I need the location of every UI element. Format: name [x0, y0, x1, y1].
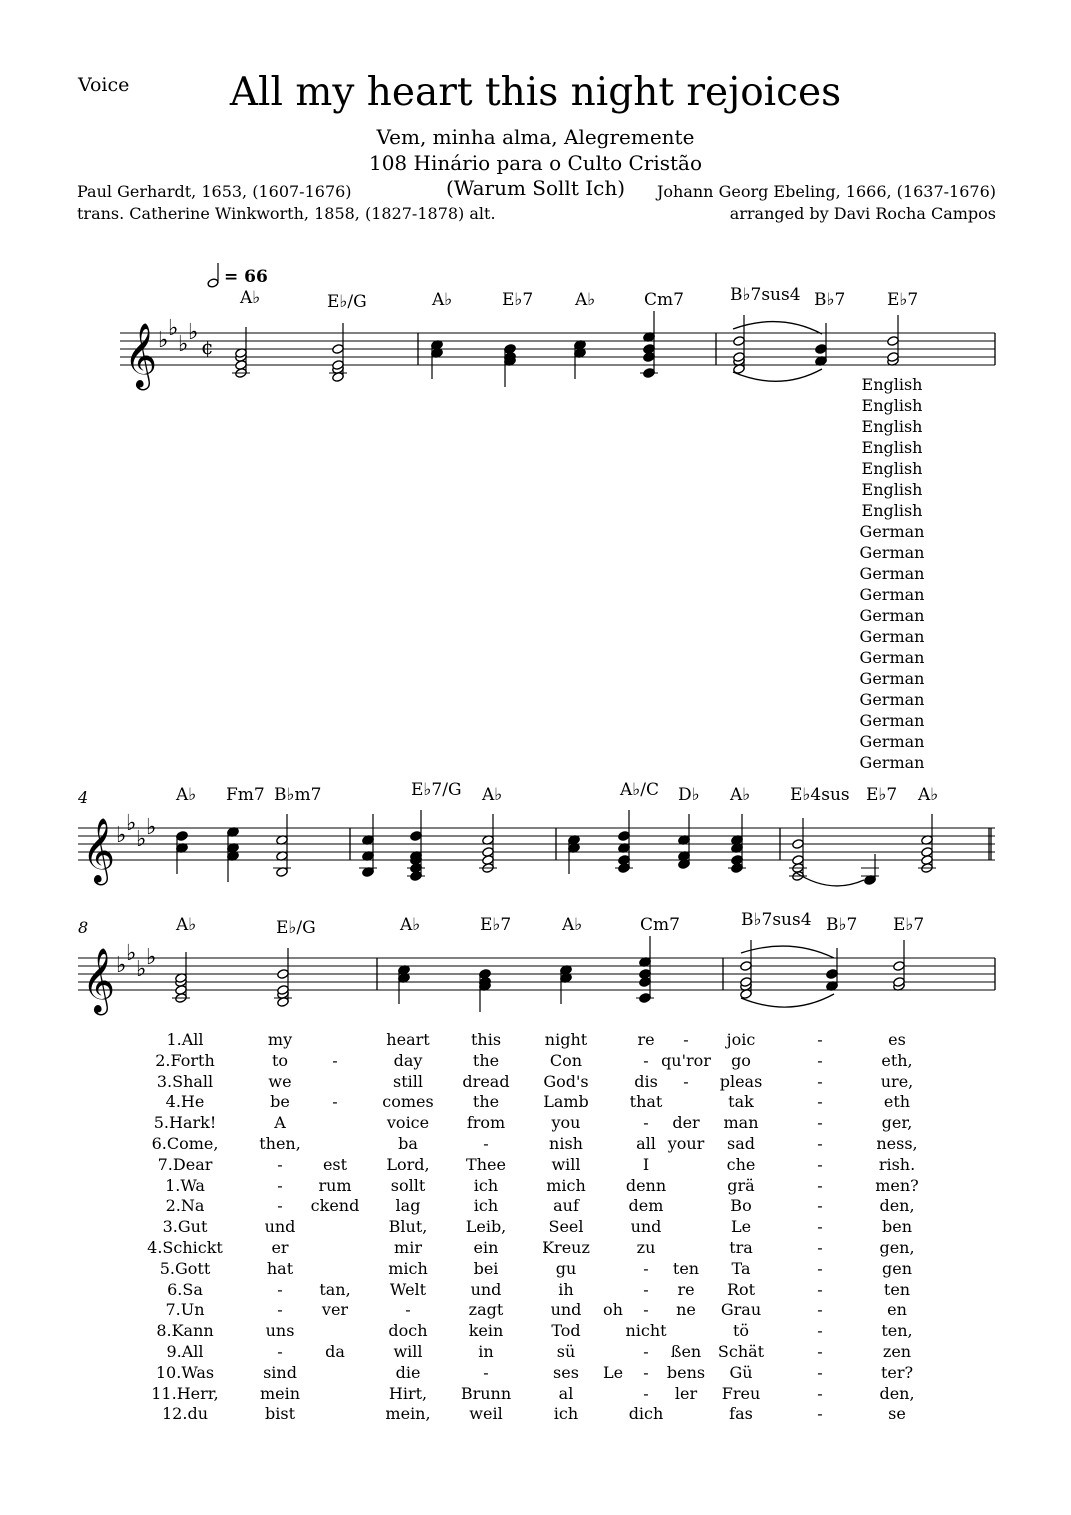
lyric-syllable: da — [325, 1342, 345, 1361]
chord-symbol: E♭7 — [480, 915, 512, 935]
slur — [795, 872, 864, 886]
flat-icon: ♭ — [168, 316, 179, 341]
lyric-syllable: Blut, — [388, 1217, 428, 1237]
lyric-syllable: 3.Shall — [156, 1071, 214, 1091]
poet-credit: Paul Gerhardt, 1653, (1607-1676) — [77, 182, 352, 201]
lyric-syllable: bens — [666, 1362, 706, 1382]
treble-clef-icon: 𝄞 — [124, 323, 158, 388]
lyric-syllable: gu — [555, 1258, 577, 1278]
half-note — [277, 969, 290, 980]
lyric-syllable: A — [274, 1113, 286, 1133]
lyric-syllable: nish — [549, 1134, 583, 1153]
lyric-syllable: eth, — [881, 1050, 913, 1070]
chord-symbol: A♭ — [432, 290, 453, 310]
lyric-syllable: den, — [879, 1196, 915, 1216]
language-label: German — [859, 522, 925, 541]
tempo-marking: = 66 — [224, 267, 268, 287]
slur — [741, 994, 834, 1007]
chord-symbol: E♭/G — [327, 292, 367, 312]
lyric-syllable: that — [629, 1092, 663, 1112]
half-note — [921, 847, 934, 858]
lyric-syllable: ger, — [881, 1113, 913, 1133]
lyric-syllable: lag — [395, 1196, 421, 1216]
lyric-syllable: ba — [398, 1134, 418, 1153]
cut-time-icon: ¢ — [201, 335, 214, 359]
lyric-syllable: zen — [882, 1342, 912, 1361]
flat-icon: ♭ — [116, 823, 127, 848]
lyric-syllable: 9.All — [166, 1342, 204, 1361]
lyric-syllable: mein — [259, 1383, 301, 1403]
language-label: English — [861, 480, 923, 499]
flat-icon: ♭ — [158, 328, 169, 353]
lyric-syllable: day — [393, 1050, 423, 1070]
lyric-syllable: zu — [636, 1238, 656, 1257]
half-note — [482, 847, 495, 858]
chord-symbol: A♭ — [730, 785, 751, 805]
flat-icon: ♭ — [136, 827, 147, 852]
lyric-syllable: 2.Forth — [155, 1050, 215, 1070]
lyric-syllable: oh — [603, 1300, 623, 1320]
lyric-syllable: und — [264, 1217, 296, 1237]
chord-symbol: E♭7/G — [411, 780, 462, 800]
quarter-note — [176, 831, 189, 842]
lyric-hyphen: - — [817, 1154, 823, 1174]
lyric-syllable: se — [888, 1404, 906, 1424]
lyric-syllable: joic — [726, 1030, 756, 1049]
chord-symbol: E♭7 — [502, 290, 534, 310]
lyric-syllable: denn — [625, 1175, 667, 1195]
lyric-syllable: ler — [674, 1383, 698, 1403]
lyric-syllable: 8.Kann — [156, 1321, 214, 1341]
lyric-hyphen: - — [817, 1300, 823, 1320]
translator-credit: trans. Catherine Winkworth, 1858, (1827-1878) alt. — [77, 204, 496, 223]
lyric-syllable: tak — [728, 1092, 754, 1112]
quarter-note — [826, 969, 839, 980]
lyric-syllable: all — [636, 1134, 656, 1153]
lyric-syllable: und — [630, 1217, 662, 1237]
chord-symbol: A♭ — [176, 915, 197, 935]
lyric-syllable: Kreuz — [542, 1238, 590, 1257]
language-label: German — [859, 585, 925, 604]
lyric-syllable: 4.He — [165, 1092, 205, 1112]
lyric-syllable: und — [470, 1279, 502, 1299]
subtitle-tune: (Warum Sollt Ich) — [445, 176, 626, 200]
lyric-syllable: then, — [259, 1134, 301, 1153]
language-label: English — [861, 375, 923, 394]
half-note — [733, 336, 746, 347]
lyric-syllable: mich — [388, 1258, 428, 1278]
lyric-hyphen: - — [817, 1050, 823, 1070]
lyric-hyphen: - — [683, 1071, 689, 1091]
lyric-syllable: from — [466, 1113, 506, 1133]
lyric-syllable: be — [270, 1092, 290, 1112]
lyric-syllable: 5.Gott — [159, 1258, 211, 1278]
chord-symbol: Fm7 — [226, 785, 265, 805]
chord-symbol: A♭ — [176, 785, 197, 805]
half-note — [792, 855, 805, 866]
lyric-syllable: Thee — [466, 1154, 506, 1174]
lyric-syllable: 5.Hark! — [153, 1113, 217, 1133]
lyric-syllable: sollt — [390, 1175, 426, 1195]
lyric-syllable: mich — [546, 1175, 586, 1195]
lyric-syllable: ein — [473, 1238, 499, 1257]
quarter-note — [479, 969, 492, 980]
lyric-hyphen: - — [817, 1404, 823, 1424]
lyric-hyphen: - — [277, 1300, 283, 1320]
lyric-syllable: 2.Na — [165, 1196, 205, 1216]
lyric-syllable: Tod — [551, 1321, 581, 1341]
language-label: English — [861, 501, 923, 520]
lyric-syllable: 3.Gut — [162, 1217, 208, 1237]
language-label: English — [861, 459, 923, 478]
lyric-syllable: to — [271, 1050, 289, 1070]
lyric-syllable: gen, — [879, 1238, 915, 1257]
lyric-syllable: sü — [556, 1342, 576, 1361]
lyric-syllable: the — [472, 1050, 500, 1070]
lyric-syllable: uns — [265, 1321, 295, 1341]
lyric-syllable: tan, — [319, 1279, 351, 1299]
chord-symbol: E♭7 — [866, 785, 898, 805]
lyric-syllable: the — [472, 1092, 500, 1112]
lyric-syllable: ben — [881, 1217, 913, 1237]
language-label: German — [859, 564, 925, 583]
lyric-hyphen: - — [643, 1113, 649, 1133]
lyric-syllable: auf — [553, 1196, 579, 1216]
flat-icon: ♭ — [178, 332, 189, 357]
chord-symbol: B♭7sus4 — [741, 910, 812, 930]
lyric-syllable: gen — [881, 1258, 913, 1278]
lyric-syllable: dread — [462, 1071, 510, 1091]
arranger-credit: arranged by Davi Rocha Campos — [729, 204, 996, 223]
treble-clef-icon: 𝄞 — [82, 818, 116, 883]
lyric-hyphen: - — [643, 1300, 649, 1320]
language-label: German — [859, 627, 925, 646]
lyric-syllable: ten — [672, 1258, 700, 1278]
lyric-syllable: hat — [266, 1258, 294, 1278]
chord-symbol: E♭7 — [887, 290, 919, 310]
language-label: English — [861, 396, 923, 415]
lyric-syllable: Ta — [731, 1258, 751, 1278]
lyric-syllable: voice — [386, 1113, 430, 1133]
lyric-syllable: ich — [473, 1175, 499, 1195]
measure-number: 4 — [78, 788, 89, 807]
lyric-syllable: 4.Schickt — [147, 1238, 223, 1257]
lyric-hyphen: - — [817, 1217, 823, 1237]
lyric-syllable: re — [677, 1279, 695, 1299]
subtitle-hymnal: 108 Hinário para o Culto Cristão — [368, 151, 703, 175]
quarter-note — [618, 855, 631, 866]
lyric-syllable: eth — [883, 1092, 911, 1112]
lyric-syllable: der — [672, 1113, 700, 1133]
half-note — [792, 839, 805, 850]
lyric-syllable: dem — [628, 1196, 664, 1216]
language-label: German — [859, 606, 925, 625]
half-note-icon — [207, 278, 219, 288]
language-label: German — [859, 732, 925, 751]
quarter-note — [618, 831, 631, 842]
lyric-syllable: ver — [321, 1300, 349, 1320]
chord-symbol: B♭7sus4 — [730, 285, 801, 305]
lyric-syllable: 11.Herr, — [151, 1383, 219, 1403]
lyric-hyphen: - — [277, 1154, 283, 1174]
lyric-syllable: nicht — [625, 1321, 667, 1341]
lyric-syllable: this — [470, 1030, 502, 1049]
lyric-syllable: est — [322, 1154, 348, 1174]
chord-symbol: B♭m7 — [274, 785, 322, 805]
chord-symbol: A♭ — [482, 785, 503, 805]
language-label: German — [859, 669, 925, 688]
lyric-hyphen: - — [817, 1383, 823, 1403]
quarter-note — [504, 344, 517, 355]
lyric-syllable: mir — [394, 1238, 422, 1257]
lyric-hyphen: - — [643, 1258, 649, 1278]
lyric-syllable: ich — [473, 1196, 499, 1216]
lyric-syllable: kein — [468, 1321, 504, 1341]
lyric-hyphen: - — [277, 1279, 283, 1299]
flat-icon: ♭ — [136, 957, 147, 982]
flat-icon: ♭ — [116, 953, 127, 978]
lyric-syllable: will — [551, 1154, 581, 1174]
lyric-syllable: 12.du — [162, 1404, 208, 1424]
lyric-syllable: pleas — [719, 1071, 763, 1091]
lyric-syllable: re — [637, 1030, 655, 1049]
lyric-syllable: your — [667, 1134, 705, 1153]
lyric-syllable: den, — [879, 1383, 915, 1403]
lyric-syllable: heart — [386, 1030, 430, 1049]
chord-symbol: A♭ — [400, 915, 421, 935]
lyric-hyphen: - — [683, 1030, 689, 1049]
language-label: German — [859, 648, 925, 667]
lyric-syllable: Lord, — [386, 1154, 430, 1174]
lyric-syllable: en — [887, 1300, 907, 1320]
lyric-syllable: Lamb — [543, 1092, 589, 1112]
flat-icon: ♭ — [188, 320, 199, 345]
lyric-hyphen: - — [643, 1050, 649, 1070]
language-label: English — [861, 417, 923, 436]
lyric-syllable: 6.Come, — [151, 1134, 219, 1153]
chord-symbol: Cm7 — [644, 290, 684, 310]
part-name: Voice — [78, 74, 130, 96]
lyric-syllable: Gü — [729, 1362, 753, 1382]
lyric-syllable: und — [550, 1300, 582, 1320]
lyric-syllable: grä — [727, 1175, 755, 1195]
lyric-syllable: I — [642, 1154, 650, 1174]
lyric-syllable: man — [723, 1113, 759, 1133]
lyric-syllable: ter? — [880, 1362, 914, 1382]
lyric-syllable: die — [395, 1362, 421, 1382]
slur — [741, 946, 834, 958]
lyric-hyphen: - — [817, 1238, 823, 1257]
half-note — [893, 961, 906, 972]
lyric-syllable: Leib, — [465, 1217, 507, 1237]
quarter-note — [639, 969, 652, 980]
lyric-syllable: tra — [729, 1238, 753, 1257]
lyric-syllable: go — [731, 1050, 751, 1070]
lyric-syllable: mein, — [385, 1404, 431, 1424]
lyric-syllable: 7.Un — [165, 1300, 205, 1320]
slur — [733, 322, 822, 334]
quarter-note — [643, 344, 656, 355]
lyric-syllable: bei — [473, 1258, 499, 1278]
lyric-syllable: ne — [676, 1300, 696, 1320]
lyric-syllable: in — [478, 1342, 494, 1361]
lyric-syllable: qu'ror — [661, 1050, 711, 1070]
half-note — [332, 344, 345, 355]
lyric-syllable: ten — [883, 1279, 911, 1299]
lyric-syllable: es — [888, 1030, 906, 1049]
lyric-syllable: Freu — [721, 1383, 761, 1403]
lyric-syllable: Seel — [548, 1217, 584, 1237]
lyric-hyphen: - — [817, 1134, 823, 1153]
lyric-hyphen: - — [817, 1342, 823, 1361]
lyric-hyphen: - — [817, 1258, 823, 1278]
lyric-syllable: ten, — [881, 1321, 913, 1341]
chord-symbol: B♭7 — [814, 290, 846, 310]
lyric-hyphen: - — [643, 1362, 649, 1382]
lyric-hyphen: - — [277, 1196, 283, 1216]
lyric-hyphen: - — [643, 1383, 649, 1403]
lyric-syllable: ses — [553, 1362, 579, 1382]
lyric-syllable: ich — [553, 1404, 579, 1424]
language-label: German — [859, 711, 925, 730]
lyric-syllable: Le — [602, 1362, 624, 1382]
lyric-syllable: Rot — [726, 1279, 756, 1299]
lyric-syllable: tö — [732, 1321, 750, 1341]
lyric-hyphen: - — [817, 1030, 823, 1049]
language-label: English — [861, 438, 923, 457]
lyric-syllable: Schät — [717, 1342, 765, 1361]
language-label: German — [859, 753, 925, 772]
lyric-hyphen: - — [405, 1300, 411, 1320]
flat-icon: ♭ — [126, 811, 137, 836]
lyric-syllable: God's — [543, 1071, 589, 1091]
lyric-syllable: 1.Wa — [165, 1175, 205, 1195]
lyric-syllable: will — [393, 1342, 423, 1361]
lyric-hyphen: - — [332, 1050, 338, 1070]
chord-symbol: A♭/C — [620, 780, 660, 800]
lyric-syllable: sind — [263, 1362, 297, 1382]
lyric-hyphen: - — [817, 1279, 823, 1299]
lyric-hyphen: - — [643, 1342, 649, 1361]
lyric-syllable: 6.Sa — [167, 1279, 203, 1299]
lyric-syllable: men? — [875, 1175, 919, 1195]
lyric-hyphen: - — [817, 1092, 823, 1112]
chord-symbol: A♭ — [240, 288, 261, 308]
language-label: German — [859, 690, 925, 709]
lyric-syllable: Grau — [720, 1300, 762, 1320]
lyric-syllable: zagt — [468, 1300, 504, 1320]
lyric-syllable: comes — [382, 1092, 434, 1112]
lyric-syllable: ih — [558, 1279, 574, 1299]
lyric-syllable: 7.Dear — [157, 1154, 213, 1174]
lyric-hyphen: - — [643, 1279, 649, 1299]
quarter-note — [410, 831, 423, 842]
lyric-syllable: 10.Was — [155, 1362, 215, 1382]
chord-symbol: E♭/G — [276, 918, 316, 938]
lyric-syllable: er — [271, 1238, 289, 1257]
lyric-syllable: al — [558, 1383, 574, 1403]
quarter-note — [815, 344, 828, 355]
lyric-syllable: bist — [265, 1404, 295, 1424]
language-label: German — [859, 543, 925, 562]
quarter-note — [731, 855, 744, 866]
lyric-syllable: you — [551, 1113, 581, 1133]
score-title: All my heart this night rejoices — [229, 70, 842, 115]
lyric-syllable: rum — [318, 1175, 352, 1195]
lyric-syllable: dis — [634, 1071, 658, 1091]
chord-symbol: Cm7 — [640, 915, 680, 935]
lyric-hyphen: - — [277, 1175, 283, 1195]
lyric-syllable: still — [393, 1071, 423, 1091]
lyric-syllable: weil — [469, 1404, 503, 1424]
lyric-hyphen: - — [817, 1321, 823, 1341]
lyric-syllable: Brunn — [460, 1383, 512, 1403]
lyric-syllable: ure, — [880, 1071, 914, 1091]
flat-icon: ♭ — [146, 945, 157, 970]
lyric-hyphen: - — [817, 1362, 823, 1382]
lyric-hyphen: - — [332, 1092, 338, 1112]
lyric-hyphen: - — [817, 1071, 823, 1091]
lyric-syllable: Bo — [730, 1196, 752, 1216]
lyric-syllable: Welt — [389, 1279, 427, 1299]
lyric-hyphen: - — [817, 1175, 823, 1195]
lyric-syllable: fas — [729, 1404, 753, 1424]
lyric-syllable: sad — [727, 1134, 755, 1153]
lyric-syllable: Hirt, — [388, 1383, 428, 1403]
lyric-syllable: rish. — [878, 1154, 916, 1174]
subtitle-portuguese: Vem, minha alma, Alegremente — [376, 125, 695, 149]
lyric-syllable: che — [726, 1154, 756, 1174]
lyric-hyphen: - — [817, 1196, 823, 1216]
flat-icon: ♭ — [146, 815, 157, 840]
lyric-syllable: 1.All — [166, 1030, 204, 1049]
chord-symbol: E♭4sus — [790, 785, 850, 805]
lyric-syllable: ßen — [670, 1342, 702, 1361]
treble-clef-icon: 𝄞 — [82, 948, 116, 1013]
chord-symbol: A♭ — [918, 785, 939, 805]
composer-credit: Johann Georg Ebeling, 1666, (1637-1676) — [656, 182, 996, 201]
lyric-syllable: night — [544, 1030, 588, 1049]
chord-symbol: E♭7 — [893, 915, 925, 935]
lyric-syllable: dich — [628, 1404, 664, 1424]
lyric-hyphen: - — [817, 1113, 823, 1133]
flat-icon: ♭ — [126, 941, 137, 966]
lyric-hyphen: - — [483, 1362, 489, 1382]
slur — [733, 369, 822, 381]
chord-symbol: B♭7 — [826, 915, 858, 935]
lyric-syllable: ckend — [310, 1196, 360, 1216]
chord-symbol: A♭ — [562, 915, 583, 935]
chord-symbol: A♭ — [575, 290, 596, 310]
lyric-syllable: Le — [730, 1217, 752, 1237]
lyric-hyphen: - — [277, 1342, 283, 1361]
chord-symbol: D♭ — [678, 785, 700, 805]
lyric-hyphen: - — [483, 1134, 489, 1153]
half-note — [887, 336, 900, 347]
half-note — [740, 961, 753, 972]
measure-number: 8 — [78, 918, 89, 937]
lyric-syllable: Con — [549, 1050, 583, 1070]
lyric-syllable: doch — [388, 1321, 428, 1341]
lyric-syllable: we — [268, 1071, 292, 1091]
lyric-syllable: my — [267, 1030, 293, 1049]
lyric-syllable: ness, — [876, 1134, 918, 1153]
